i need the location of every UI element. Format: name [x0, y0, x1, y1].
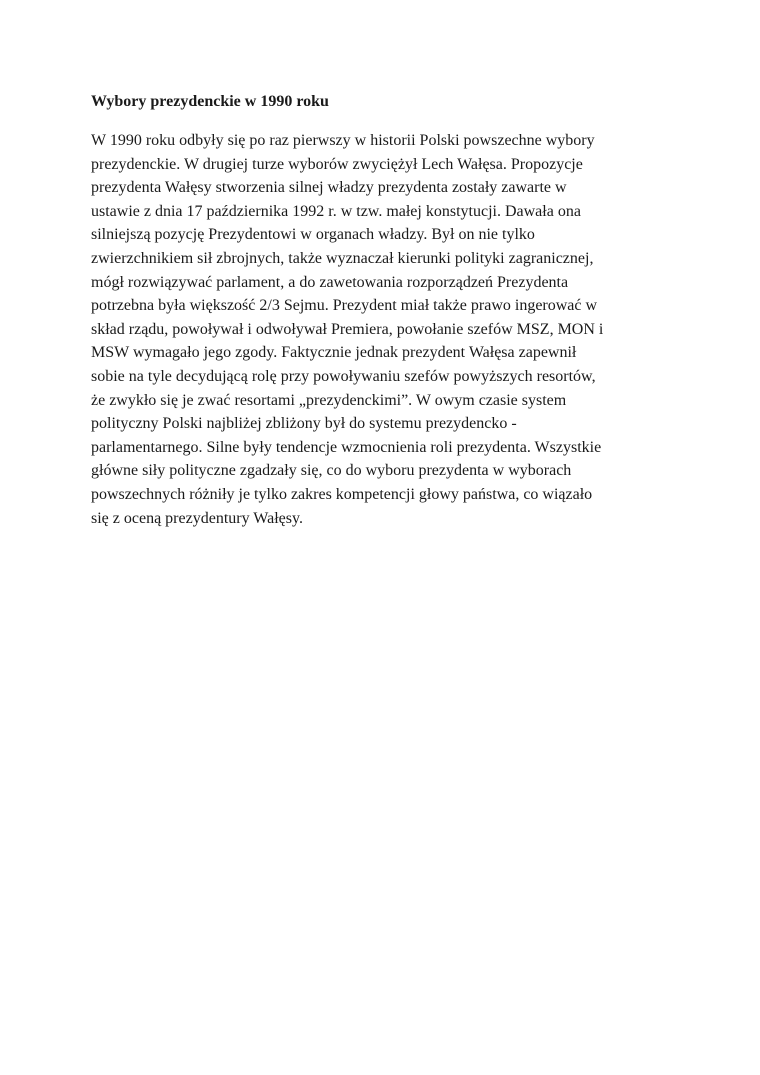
paragraph-line: mógł rozwiązywać parlament, a do zawetowania rozporządzeń Prezydenta: [91, 273, 569, 291]
paragraph-line: polityczny Polski najbliżej zbliżony był do systemu prezydencko -: [91, 415, 517, 433]
paragraph-line: skład rządu, powoływał i odwoływał Premiera, powołanie szefów MSZ, MON i: [91, 320, 604, 338]
document-title: Wybory prezydenckie w 1990 roku: [91, 93, 329, 110]
paragraph-line: potrzebna była większość 2/3 Sejmu. Prezydent miał także prawo ingerować w: [91, 297, 598, 315]
paragraph-line: silniejszą pozycję Prezydentowi w organach władzy. Był on nie tylko: [91, 226, 535, 244]
paragraph-line: prezydenta Wałęsy stworzenia silnej władzy prezydenta zostały zawarte w: [91, 179, 567, 197]
paragraph-line: się z oceną prezydentury Wałęsy.: [91, 509, 303, 527]
paragraph-line: powszechnych różniły je tylko zakres kompetencji głowy państwa, co wiązało: [91, 485, 593, 503]
body-paragraph: [91, 129, 681, 530]
paragraph-line: W 1990 roku odbyły się po raz pierwszy w historii Polski powszechne wybory: [91, 132, 595, 149]
paragraph-line: zwierzchnikiem sił zbrojnych, także wyznaczał kierunki polityki zagranicznej,: [91, 249, 594, 267]
paragraph-line: ustawie z dnia 17 października 1992 r. w tzw. małej konstytucji. Dawała ona: [91, 202, 581, 220]
paragraph-line: sobie na tyle decydującą rolę przy powoływaniu szefów powyższych resortów,: [91, 367, 596, 385]
paragraph-line: parlamentarnego. Silne były tendencje wzmocnienia roli prezydenta. Wszystkie: [91, 438, 602, 456]
paragraph-line: że zwykło się je zwać resortami „prezydenckimi”. W owym czasie system: [91, 391, 567, 409]
paragraph-line: główne siły polityczne zgadzały się, co do wyboru prezydenta w wyborach: [91, 462, 572, 480]
paragraph-line: MSW wymagało jego zgody. Faktycznie jednak prezydent Wałęsa zapewnił: [91, 344, 577, 362]
paragraph-line: prezydenckie. W drugiej turze wyborów zwyciężył Lech Wałęsa. Propozycje: [91, 155, 583, 173]
